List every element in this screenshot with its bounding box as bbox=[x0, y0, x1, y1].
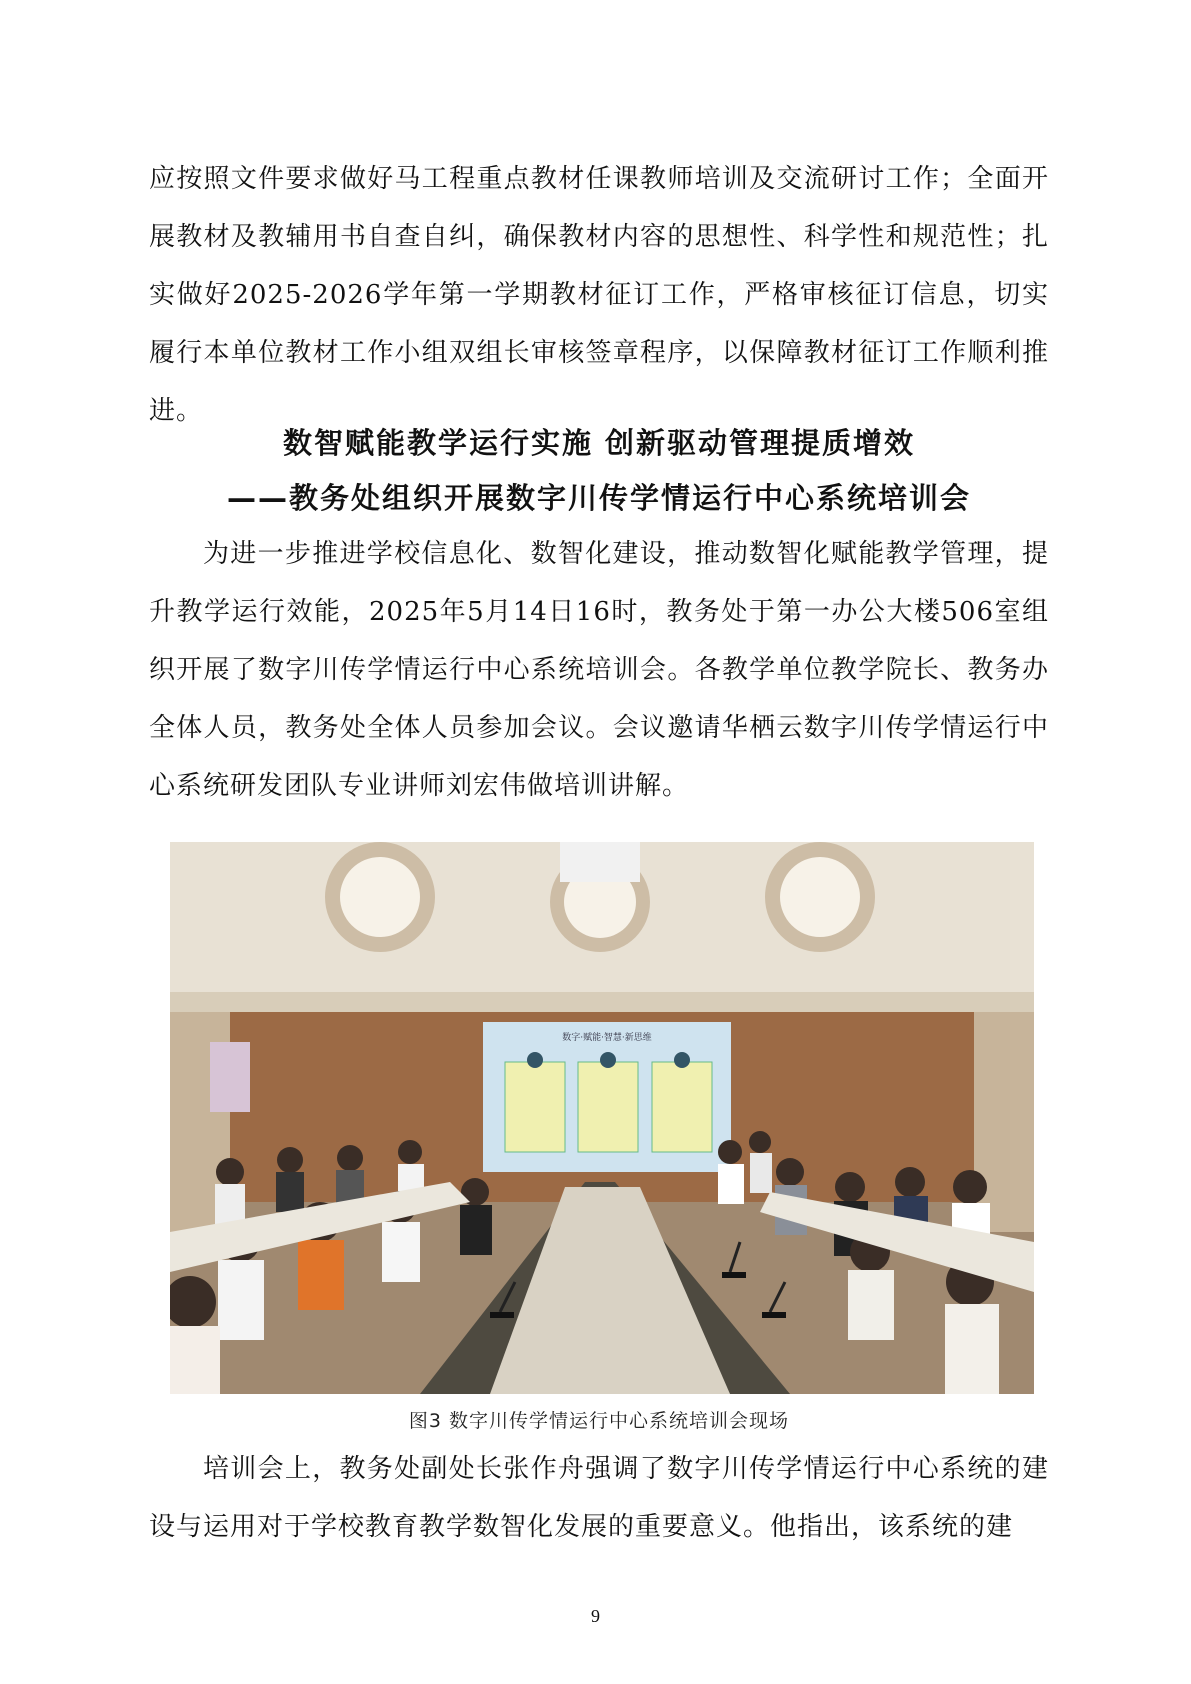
screen-title: 数字·赋能·智慧·新思维 bbox=[562, 1033, 652, 1043]
figure-caption: 图3 数字川传学情运行中心系统培训会现场 bbox=[408, 1410, 790, 1432]
article-subtitle: ——教务处组织开展数字川传学情运行中心系统培训会 bbox=[226, 481, 971, 515]
ceiling-lamp-icon bbox=[325, 842, 435, 952]
meeting-room-photo bbox=[170, 842, 1034, 1394]
page-number: 9 bbox=[591, 1606, 600, 1626]
wall-poster bbox=[210, 1042, 250, 1112]
continuation-paragraph: 应按照文件要求做好马工程重点教材任课教师培训及交流研讨工作；全面开展教材及教辅用书自查自纠，确保教材内容的思想性、科学性和规范性；扎实做好2025-2026学年第一学期教材征订工作，严格审核征订信息，切实履行本单位教材工作小组双组长审核签章程序，以保障教材征订工作顺利推进。 bbox=[149, 164, 1049, 426]
ceiling-lamp-icon bbox=[765, 842, 875, 952]
article-title: 数智赋能教学运行实施 创新驱动管理提质增效 bbox=[282, 426, 916, 460]
intro-paragraph: 为进一步推进学校信息化、数智化建设，推动数智化赋能教学管理，提升教学运行效能，2025年5月14日16时，教务处于第一办公大楼506室组织开展了数字川传学情运行中心系统培训会。各教学单位教学院长、教务办全体人员，教务处全体人员参加会议。会议邀请华栖云数字川传学情运行中心系统研发团队专业讲师刘宏伟做培训讲解。 bbox=[149, 539, 1049, 801]
closing-paragraph: 培训会上，教务处副处长张作舟强调了数字川传学情运行中心系统的建设与运用对于学校教育教学数智化发展的重要意义。他指出，该系统的建 bbox=[149, 1454, 1049, 1542]
projector-icon bbox=[560, 842, 640, 882]
presenter bbox=[750, 1153, 772, 1193]
